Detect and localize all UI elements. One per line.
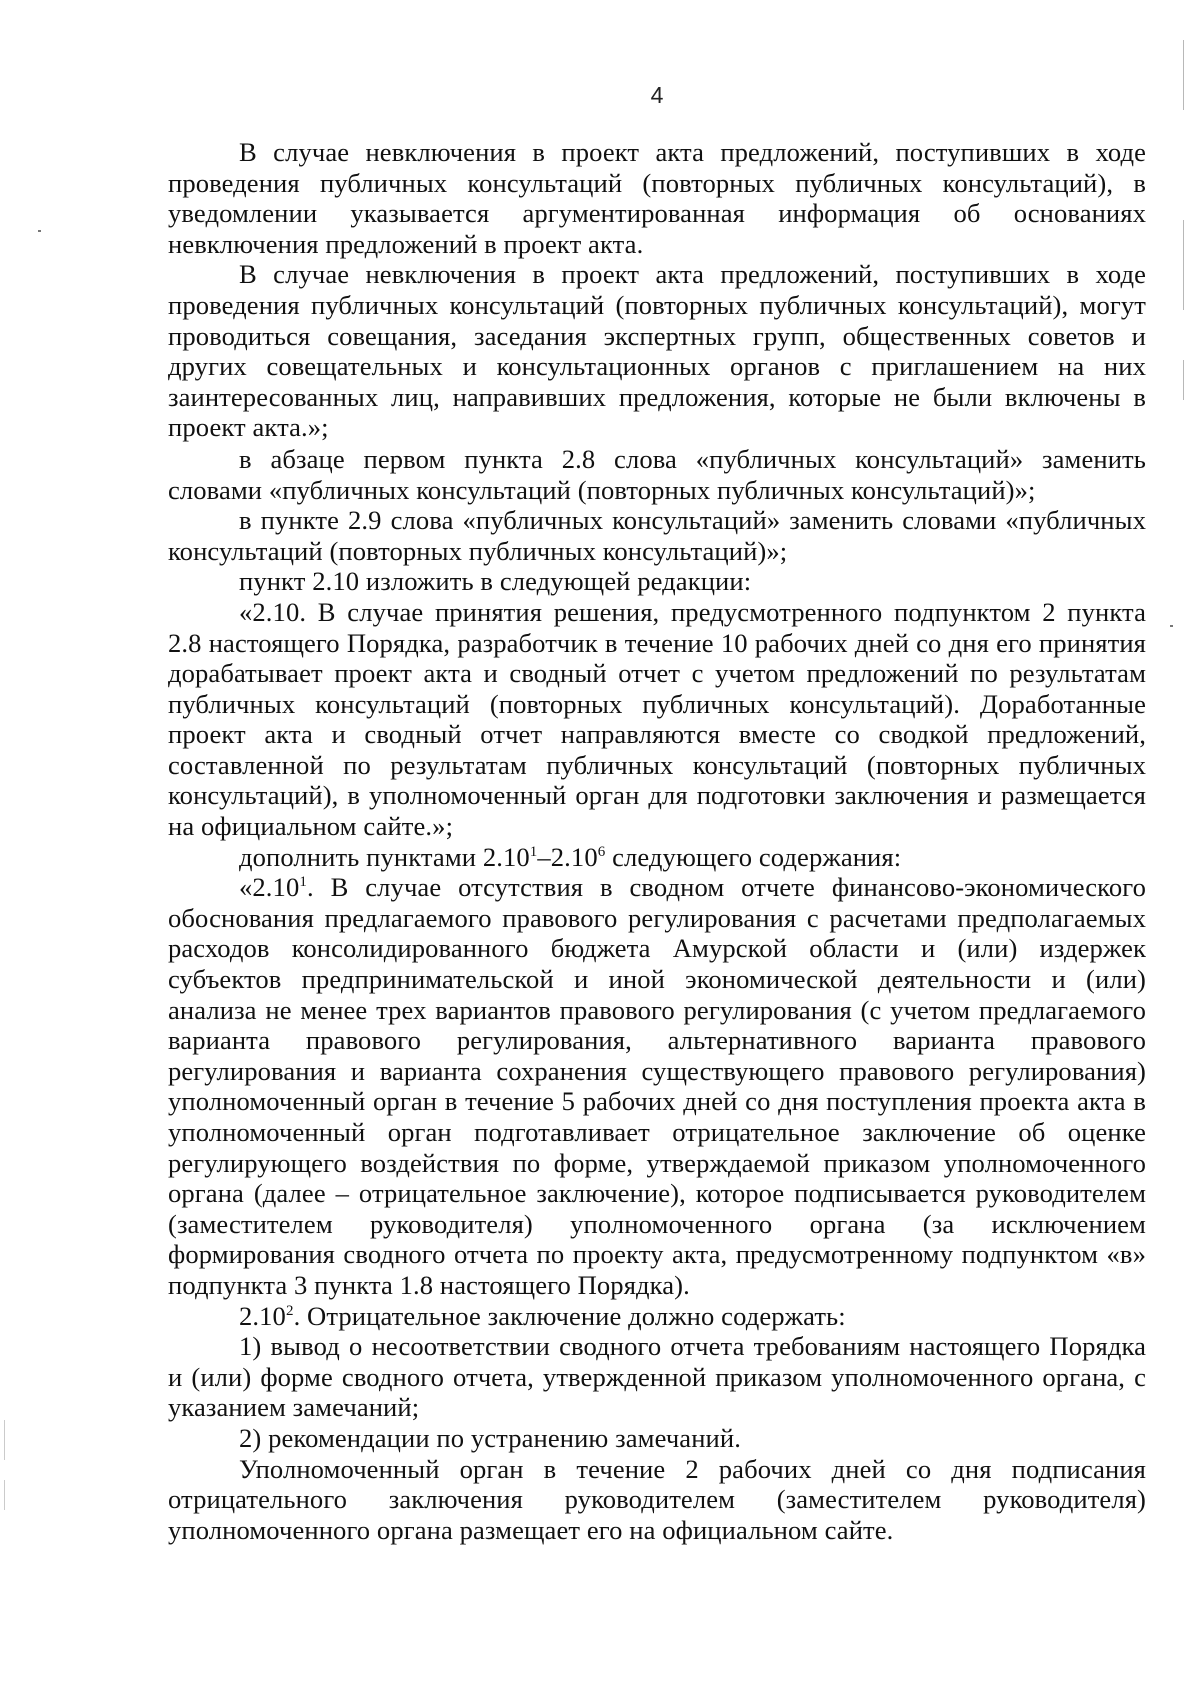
paragraph-3: в абзаце первом пункта 2.8 слова «публичных консультаций» заменить словами «публичных консультаций (повторных публичных консультаций)»; (168, 443, 1146, 505)
scan-edge-right-1 (1183, 40, 1184, 110)
item-2-10-2-prefix: 2.10 (239, 1300, 286, 1331)
item-2-10-1-text: . В случае отсутствия в сводном отчете финансово-экономического обоснования предлагаемого правового регулирования с расчетами предполагаемых расходов консолидированного бюджета Амурской области и (или) издержек субъектов предпринимательской и иной экономической деятельности и (или) анализа не менее трех вариантов правового регулирования (с учетом предлагаемого варианта правового регулирования, альтернативного варианта правового регулирования и варианта сохранения существующего правового регулирования) уполномоченный орган в течение 5 рабочих дней со дня поступления проекта акта в уполномоченный орган подготавливает отрицательное заключение об оценке регулирующего воздействия по форме, утверждаемой приказом уполномоченного органа (далее – отрицательное заключение), которое подписывается руководителем (заместителем руководителя) уполномоченного органа (за исключением формирования сводного отчета по проекту акта, предусмотренному подпунктом «в» подпункта 3 пункта 1.8 настоящего Порядка). (168, 872, 1146, 1300)
supplement-dash: –2.10 (537, 841, 598, 872)
paragraph-4: в пункте 2.9 слова «публичных консультаций» заменить словами «публичных консультаций (повторных публичных консультаций)»; (168, 505, 1146, 566)
item-2-10-1-prefix: «2.10 (239, 872, 300, 903)
paragraph-6: «2.10. В случае принятия решения, предусмотренного подпунктом 2 пункта 2.8 настоящего Порядка, разработчик в течение 10 рабочих дней со дня его принятия дорабатывает проект акта и сводный отчет с учетом предложений по результатам публичных консультаций (повторных публичных консультаций). Доработанные проект акта и сводный отчет направляются вместе со сводкой предложений, составленной по результатам публичных консультаций (повторных публичных консультаций), в уполномоченный орган для подготовки заключения и размещается на официальном сайте.»; (168, 596, 1146, 842)
supplement-prefix: дополнить пунктами 2.10 (239, 841, 530, 872)
scan-speck-2 (1170, 625, 1173, 627)
paragraph-1: В случае невключения в проект акта предложений, поступивших в ходе проведения публичных консультаций (повторных публичных консультаций), в уведомлении указывается аргументированная информация об основаниях невключения предложений в проект акта. (168, 137, 1146, 259)
item-2-10-1 (168, 872, 1146, 1300)
item-2-10-2-text: . Отрицательное заключение должно содержать: (293, 1300, 846, 1331)
list-item-2: 2) рекомендации по устранению замечаний. (239, 1422, 741, 1453)
scan-speck-1 (38, 230, 41, 232)
page-number: 4 (650, 82, 664, 108)
final-paragraph: Уполномоченный орган в течение 2 рабочих дней со дня подписания отрицательного заключения руководителем (заместителем руководителя) уполномоченного органа размещает его на официальном сайте. (168, 1453, 1146, 1545)
supplement-sup-from: 1 (529, 843, 538, 860)
item-2-10-1-sup: 1 (299, 874, 307, 891)
scan-edge-right-2 (1183, 220, 1184, 310)
supplement-paragraph (168, 842, 1146, 873)
supplement-sup-to: 6 (597, 843, 606, 860)
paragraph-5: пункт 2.10 изложить в следующей редакции: (239, 566, 752, 597)
supplement-suffix: следующего содержания: (605, 841, 902, 872)
scan-edge-left-1 (4, 1420, 5, 1460)
document-body (168, 137, 1146, 1545)
list-item-1: 1) вывод о несоответствии сводного отчета требованиям настоящего Порядка и (или) форме сводного отчета, утвержденной приказом уполномоченного органа, с указанием замечаний; (168, 1331, 1146, 1423)
scan-edge-left-2 (4, 1480, 5, 1510)
scan-edge-right-3 (1183, 360, 1184, 400)
item-2-10-2 (168, 1301, 1146, 1332)
item-2-10-2-sup: 2 (285, 1302, 294, 1319)
paragraph-2: В случае невключения в проект акта предложений, поступивших в ходе проведения публичных консультаций (повторных публичных консультаций), могут проводиться совещания, заседания экспертных групп, общественных советов и других совещательных и консультационных органов с приглашением на них заинтересованных лиц, направивших предложения, которые не были включены в проект акта.»; (168, 259, 1146, 443)
